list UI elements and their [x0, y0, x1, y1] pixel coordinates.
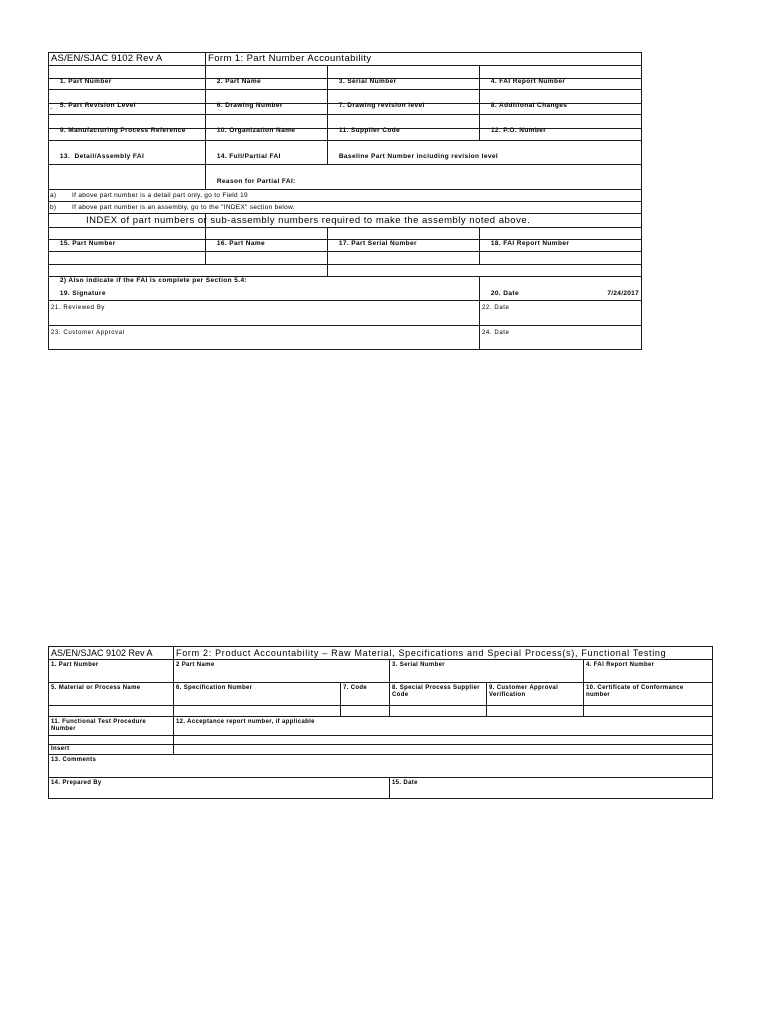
- form2-special-process-supplier-code-label: 8. Special Process Supplier Code: [392, 685, 480, 698]
- form1-full-partial-fai-label: 14. Full/Partial FAI: [216, 153, 281, 160]
- form2-certificate-of-conformance-cell: [583, 682, 713, 706]
- form1-organization-name-label: 10. Organization Name: [216, 127, 296, 134]
- form1-manufacturing-process-reference-label: 9. Manufacturing Process Reference: [59, 127, 186, 134]
- form2-acceptance-report-cell: [173, 716, 713, 736]
- form1-standard-cell: [48, 52, 206, 66]
- form2-certificate-of-conformance-label: 10. Certificate of Conformance number: [586, 685, 684, 698]
- form1-reason-partial-fai-label: Reason for Partial FAI:: [216, 178, 296, 185]
- form2-code-label: 7. Code: [343, 685, 368, 691]
- form1-index-part-serial-number-label: 17. Part Serial Number: [338, 240, 417, 247]
- form2-special-process-supplier-code-cell: [389, 682, 487, 706]
- form1-customer-approval-date-label: 24. Date: [482, 330, 510, 336]
- form1-standard: AS/EN/SJAC 9102 Rev A: [51, 53, 163, 64]
- form1-baseline-part-number-label: Baseline Part Number including revision level: [338, 153, 499, 160]
- form2-title-cell: [173, 646, 713, 660]
- form2-standard: AS/EN/SJAC 9102 Rev A: [51, 648, 153, 658]
- form1-part-number-label-cell: [48, 65, 206, 85]
- form1-fai-report-number-label: 4. FAI Report Number: [490, 78, 566, 85]
- form2-standard-cell: [48, 646, 174, 660]
- form1-customer-approval-label: 23. Customer Approval: [51, 330, 125, 336]
- form1-additional-changes-label: 8. Additional Changes: [490, 102, 568, 109]
- form1-drawing-revision-level-label-cell: [327, 89, 480, 109]
- form2-comments-label: 13. Comments: [51, 757, 97, 763]
- form2-prepared-by-label: 14. Prepared By: [51, 780, 102, 786]
- form1-drawing-number-label: 6. Drawing Number: [216, 102, 283, 109]
- form2-customer-approval-verification-label: 9. Customer Approval Verification: [489, 685, 559, 698]
- form2-acceptance-report-label: 12. Acceptance report number, if applicable: [176, 719, 315, 725]
- form1-signature-date-cell: [479, 276, 642, 301]
- form2-prepared-by-cell: [48, 777, 390, 799]
- form2-fai-report-number-label: 4. FAI Report Number: [586, 662, 655, 668]
- form1-part-number-label: 1. Part Number: [59, 78, 112, 85]
- form1-supplier-code-label-cell: [327, 114, 480, 134]
- form1-drawing-number-label-cell: [205, 89, 328, 109]
- form2-fai-report-number-cell: [583, 659, 713, 683]
- form1-index-part-name-label: 16. Part Name: [216, 240, 266, 247]
- form1-serial-number-label-cell: [327, 65, 480, 85]
- form1-instruction-b-marker: b): [50, 204, 57, 211]
- form2-specification-number-cell: [173, 682, 341, 706]
- form1-signature-label: 19. Signature: [59, 290, 106, 297]
- form2-part-number-cell: [48, 659, 174, 683]
- form1-index-row2-cell2: [205, 251, 328, 265]
- form2-material-or-process-name-label: 5. Material or Process Name: [51, 685, 141, 691]
- form1-reviewed-date-label: 22. Date: [482, 305, 510, 311]
- form1-baseline-part-number-cell: [327, 140, 642, 165]
- form1-signature-date-label: 20. Date: [490, 290, 519, 297]
- form2-insert-row-label: Insert: [51, 746, 70, 752]
- form1-reviewed-by-cell: [48, 300, 480, 326]
- form1-detail-assembly-fai-cell: [48, 140, 206, 165]
- form1-full-partial-fai-cell: [205, 140, 328, 165]
- form1-index-part-number-label: 15. Part Number: [59, 240, 116, 247]
- form2-material-or-process-name-cell: [48, 682, 174, 706]
- form1-part-name-label: 2. Part Name: [216, 78, 262, 85]
- form1-signature-cell: [48, 276, 480, 301]
- form1-po-number-label-cell: [479, 114, 642, 134]
- form2-specification-number-label: 6. Specification Number: [176, 685, 253, 691]
- form1-index-row2-cell3: [327, 251, 480, 265]
- form1-detail-assembly-fai-label: 13. Detail/Assembly FAI: [59, 153, 145, 160]
- form1-index-fai-report-number-label: 18. FAI Report Number: [490, 240, 570, 247]
- form2-part-number-label: 1. Part Number: [51, 662, 99, 668]
- form1-customer-approval-date-cell: [479, 325, 642, 350]
- form1-index-row2-cell1: [48, 251, 206, 265]
- form2-customer-approval-verification-cell: [486, 682, 584, 706]
- form2-functional-test-procedure-label: 11. Functional Test Procedure Number: [51, 719, 147, 732]
- form1-supplier-code-label: 11. Supplier Code: [338, 127, 401, 134]
- form1-part-name-label-cell: [205, 65, 328, 85]
- form2-serial-number-label: 3. Serial Number: [392, 662, 445, 668]
- form1-detail-assembly-value-cell: [48, 164, 206, 190]
- form1-fai-report-number-label-cell: [479, 65, 642, 85]
- form2-date-label: 15. Date: [392, 780, 418, 786]
- form1-reviewed-by-label: 21. Reviewed By: [51, 305, 106, 311]
- form1-organization-name-label-cell: [205, 114, 328, 134]
- form2-date-cell: [389, 777, 713, 799]
- form2-part-name-cell: [173, 659, 390, 683]
- form1-instruction-b-text: If above part number is an assembly, go to the "INDEX" section below.: [72, 204, 295, 211]
- form1-reason-partial-fai-cell: [205, 164, 642, 190]
- form1-part-revision-level-label-cell: [48, 89, 206, 109]
- form1-reviewed-date-cell: [479, 300, 642, 326]
- form1-instruction-a-text: If above part number is a detail part only, go to Field 19: [72, 192, 248, 199]
- form1-manufacturing-process-reference-label-cell: [48, 114, 206, 134]
- form2-serial-number-cell: [389, 659, 584, 683]
- form1-part-revision-level-label: 5. Part Revision Level: [59, 102, 136, 109]
- form1-fai-complete-label: 2) Also indicate if the FAI is complete per Section 5.4:: [59, 277, 248, 284]
- form1-serial-number-label: 3. Serial Number: [338, 78, 397, 85]
- form1-index-heading: INDEX of part numbers or sub-assembly numbers required to make the assembly noted above.: [86, 215, 531, 226]
- form2-title: Form 2: Product Accountability – Raw Material, Specifications and Special Process(s), Functional Testing: [176, 648, 667, 658]
- form1-index-row2-cell4: [479, 251, 642, 265]
- form1-po-number-label: 12. P.O. Number: [490, 127, 547, 134]
- form2-comments-cell: [48, 754, 713, 778]
- form1-title: Form 1: Part Number Accountability: [208, 53, 372, 64]
- form1-drawing-revision-level-label: 7. Drawing revision level: [338, 102, 425, 109]
- form1-part-revision-level-value: -: [50, 105, 53, 112]
- form1-customer-approval-cell: [48, 325, 480, 350]
- form1-instruction-a-marker: a): [50, 192, 57, 199]
- form1-additional-changes-label-cell: [479, 89, 642, 109]
- form2-functional-test-procedure-cell: [48, 716, 174, 736]
- form1-signature-date-value: 7/24/2017: [607, 290, 639, 297]
- form2-part-name-label: 2 Part Name: [176, 662, 215, 668]
- form1-title-cell: [205, 52, 642, 66]
- form2-code-cell: [340, 682, 390, 706]
